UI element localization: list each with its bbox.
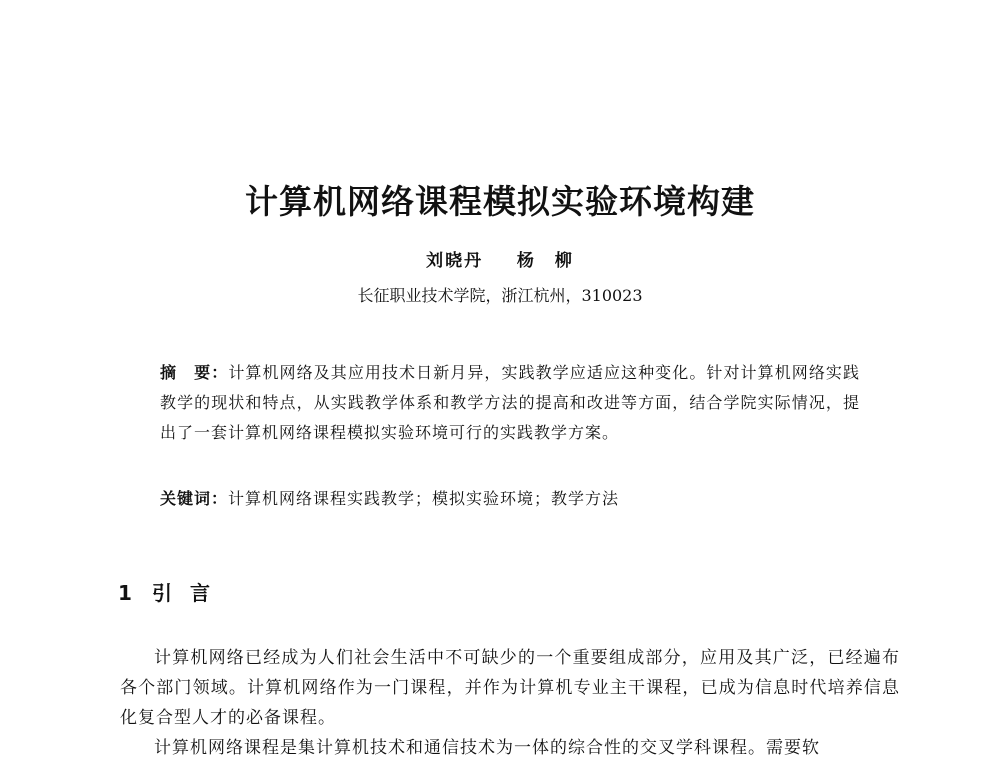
keywords-text: 计算机网络课程实践教学；模拟实验环境；教学方法 [228, 489, 620, 508]
keywords [160, 484, 860, 514]
author-affiliation: 长征职业技术学院，浙江杭州，310023 [357, 286, 643, 305]
body-text [120, 643, 900, 760]
paper-title: 计算机网络课程模拟实验环境构建 [245, 182, 755, 221]
body-paragraph: 计算机网络已经成为人们社会生活中不可缺少的一个重要组成部分，应用及其广泛，已经遍布各个部门领域。计算机网络作为一门课程，并作为计算机专业主干课程，已成为信息时代培养信息化复合型人才的必备课程。 [120, 648, 900, 728]
abstract [160, 358, 860, 448]
abstract-label: 摘 要： [160, 363, 229, 382]
section-number: 1 [118, 581, 132, 605]
author-list [0, 247, 1000, 275]
section-heading [118, 578, 228, 608]
author-name: 刘晓丹 [426, 251, 484, 271]
keywords-label: 关键词： [160, 489, 229, 508]
body-paragraph: 计算机网络课程是集计算机技术和通信技术为一体的综合性的交叉学科课程。需要软 [154, 738, 820, 758]
author-name: 杨 柳 [516, 251, 574, 271]
section-title: 引言 [152, 581, 228, 605]
abstract-text: 计算机网络及其应用技术日新月异，实践教学应适应这种变化。针对计算机网络实践教学的现状和特点，从实践教学体系和教学方法的提高和改进等方面，结合学院实际情况，提出了一套计算机网络课程模拟实验环境可行的实践教学方案。 [160, 363, 860, 442]
